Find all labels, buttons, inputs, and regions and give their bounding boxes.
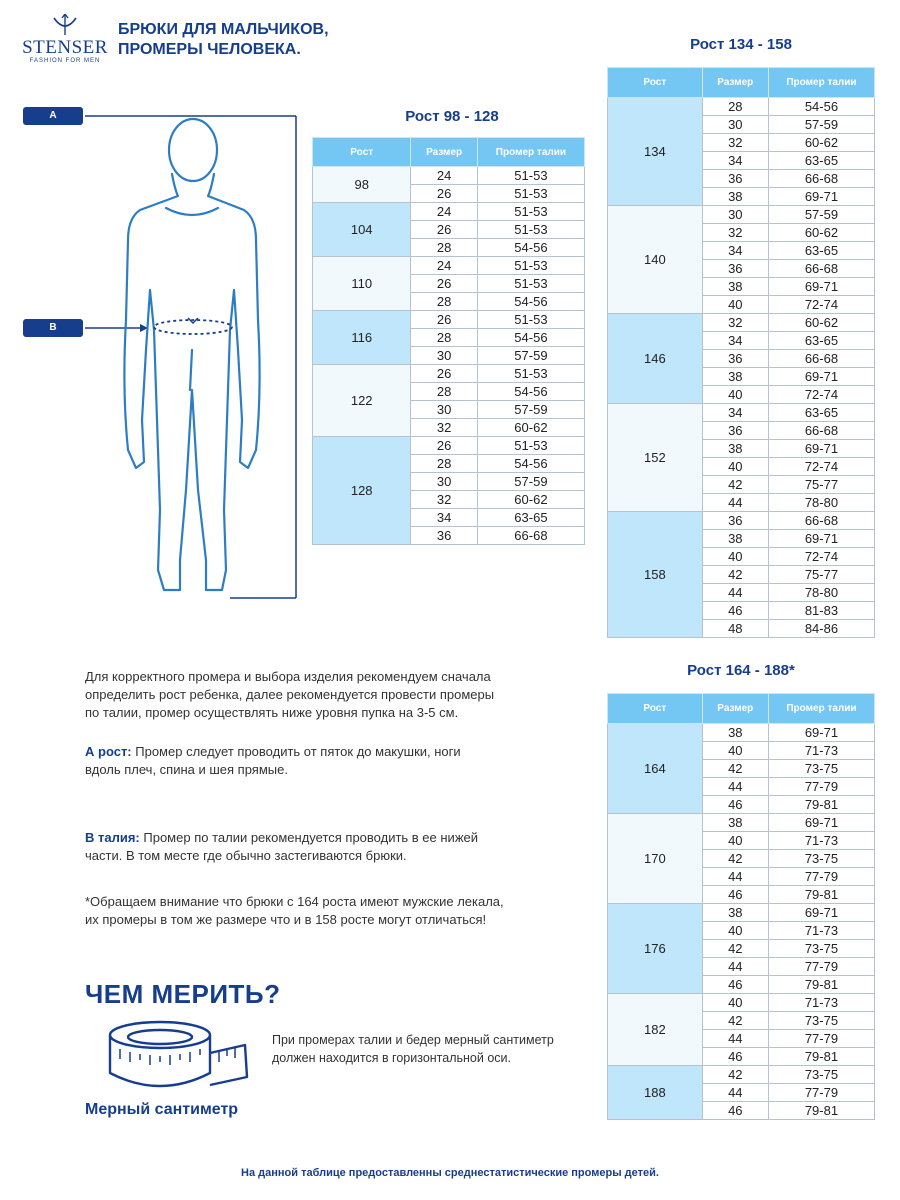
height-cell: 122 [313, 365, 411, 437]
size-cell: 38 [702, 814, 768, 832]
waist-cell: 60-62 [768, 224, 874, 242]
tape-note-line: должен находится в горизонтальной оси. [272, 1051, 511, 1065]
table-header-row [313, 138, 585, 167]
tape-caption: Мерный сантиметр [85, 1101, 239, 1118]
table-row [608, 724, 875, 742]
size-cell: 32 [702, 224, 768, 242]
waist-cell: 66-68 [768, 512, 874, 530]
height-cell: 158 [608, 512, 703, 638]
size-cell: 24 [411, 257, 477, 275]
logo-brand: STENSER [22, 37, 108, 58]
intro-line: определить рост ребенка, далее рекомендуется провести промеры [85, 687, 495, 702]
size-cell: 28 [411, 383, 477, 401]
column-header-height: Рост [608, 68, 703, 98]
size-cell: 46 [702, 602, 768, 620]
size-table-98-128 [312, 137, 585, 545]
size-cell: 34 [702, 332, 768, 350]
table-row [313, 311, 585, 329]
size-cell: 38 [702, 278, 768, 296]
size-cell: 44 [702, 868, 768, 886]
bow-arrow-icon [20, 14, 110, 38]
page-title [118, 20, 378, 60]
size-cell: 32 [702, 314, 768, 332]
waist-instruction [85, 829, 585, 865]
waist-cell: 69-71 [768, 530, 874, 548]
size-cell: 44 [702, 494, 768, 512]
height-cell: 176 [608, 904, 703, 994]
height-cell: 134 [608, 98, 703, 206]
size-cell: 42 [702, 850, 768, 868]
waist-cell: 66-68 [768, 260, 874, 278]
page-title-line1: БРЮКИ ДЛЯ МАЛЬЧИКОВ, [118, 21, 329, 38]
intro-text [85, 668, 585, 722]
table-row [608, 814, 875, 832]
waist-cell: 77-79 [768, 1084, 874, 1102]
size-cell: 32 [411, 491, 477, 509]
waist-cell: 66-68 [768, 422, 874, 440]
waist-cell: 73-75 [768, 1066, 874, 1084]
size-cell: 34 [702, 242, 768, 260]
waist-cell: 69-71 [768, 368, 874, 386]
height-cell: 116 [313, 311, 411, 365]
logo-tagline: FASHION FOR MEN [29, 58, 101, 64]
waist-cell: 63-65 [768, 404, 874, 422]
size-cell: 38 [702, 368, 768, 386]
size-cell: 28 [411, 239, 477, 257]
waist-cell: 63-65 [768, 242, 874, 260]
waist-cell: 69-71 [768, 188, 874, 206]
size-cell: 36 [702, 350, 768, 368]
waist-cell: 57-59 [477, 347, 584, 365]
waist-cell: 51-53 [477, 167, 584, 185]
waist-cell: 78-80 [768, 494, 874, 512]
waist-cell: 78-80 [768, 584, 874, 602]
intro-line: Для корректного промера и выбора изделия рекомендуем сначала [85, 669, 491, 684]
size-table-164-188 [607, 693, 875, 1120]
waist-instruction-text: Промер по талии рекомендуется проводить в ее нижей [139, 830, 479, 845]
table-header-row [608, 68, 875, 98]
pattern-note-line: их промеры в том же размере что и в 158 росте могут отличаться! [85, 912, 487, 927]
size-cell: 26 [411, 311, 477, 329]
waist-cell: 72-74 [768, 296, 874, 314]
waist-cell: 51-53 [477, 311, 584, 329]
size-cell: 26 [411, 185, 477, 203]
height-cell: 170 [608, 814, 703, 904]
size-cell: 30 [702, 116, 768, 134]
size-cell: 30 [411, 347, 477, 365]
size-cell: 32 [702, 134, 768, 152]
tape-note [272, 1031, 592, 1067]
waist-cell: 66-68 [477, 527, 584, 545]
table-header-row [608, 694, 875, 724]
size-cell: 46 [702, 976, 768, 994]
height-cell: 152 [608, 404, 703, 512]
size-cell: 28 [411, 455, 477, 473]
size-cell: 26 [411, 365, 477, 383]
size-cell: 46 [702, 886, 768, 904]
table-row [313, 365, 585, 383]
waist-cell: 51-53 [477, 365, 584, 383]
waist-cell: 79-81 [768, 796, 874, 814]
waist-cell: 72-74 [768, 458, 874, 476]
column-header-height: Рост [313, 138, 411, 167]
table-164-188-caption: Рост 164 - 188* [687, 662, 795, 679]
size-cell: 38 [702, 440, 768, 458]
waist-cell: 69-71 [768, 904, 874, 922]
waist-cell: 72-74 [768, 386, 874, 404]
waist-cell: 54-56 [477, 293, 584, 311]
waist-cell: 54-56 [768, 98, 874, 116]
size-cell: 40 [702, 994, 768, 1012]
label-b: B [23, 319, 83, 337]
size-cell: 42 [702, 476, 768, 494]
waist-cell: 63-65 [768, 152, 874, 170]
waist-cell: 77-79 [768, 958, 874, 976]
size-cell: 44 [702, 1030, 768, 1048]
table-row [608, 98, 875, 116]
waist-cell: 77-79 [768, 868, 874, 886]
height-cell: 110 [313, 257, 411, 311]
size-cell: 30 [411, 473, 477, 491]
waist-cell: 71-73 [768, 832, 874, 850]
waist-cell: 73-75 [768, 1012, 874, 1030]
size-cell: 44 [702, 778, 768, 796]
column-header-size: Размер [702, 68, 768, 98]
size-cell: 28 [411, 293, 477, 311]
waist-cell: 54-56 [477, 239, 584, 257]
table-row [608, 512, 875, 530]
size-cell: 44 [702, 584, 768, 602]
size-cell: 40 [702, 922, 768, 940]
size-cell: 38 [702, 530, 768, 548]
height-cell: 140 [608, 206, 703, 314]
table-row [608, 314, 875, 332]
height-instruction-text: вдоль плеч, спина и шея прямые. [85, 762, 288, 777]
waist-cell: 77-79 [768, 778, 874, 796]
size-cell: 30 [702, 206, 768, 224]
height-instruction-label: А рост: [85, 744, 132, 759]
waist-cell: 54-56 [477, 455, 584, 473]
brand-logo [20, 14, 110, 64]
label-a: A [23, 107, 83, 125]
size-cell: 36 [411, 527, 477, 545]
height-cell: 128 [313, 437, 411, 545]
size-cell: 38 [702, 904, 768, 922]
size-cell: 38 [702, 724, 768, 742]
waist-cell: 51-53 [477, 257, 584, 275]
waist-instruction-text: части. В том месте где обычно застегиваются брюки. [85, 848, 407, 863]
size-table-134-158 [607, 67, 875, 638]
waist-cell: 69-71 [768, 440, 874, 458]
measuring-tape-icon [105, 1015, 255, 1100]
waist-cell: 63-65 [768, 332, 874, 350]
table-row [313, 257, 585, 275]
waist-cell: 57-59 [477, 473, 584, 491]
waist-cell: 79-81 [768, 976, 874, 994]
height-cell: 182 [608, 994, 703, 1066]
waist-cell: 69-71 [768, 814, 874, 832]
size-cell: 46 [702, 1048, 768, 1066]
column-header-height: Рост [608, 694, 703, 724]
height-instruction-text: Промер следует проводить от пяток до макушки, ноги [131, 744, 461, 759]
intro-line: по талии, промер осуществлять ниже уровня пупка на 3-5 см. [85, 705, 459, 720]
table-row [313, 203, 585, 221]
waist-cell: 69-71 [768, 278, 874, 296]
size-cell: 40 [702, 386, 768, 404]
waist-cell: 57-59 [768, 116, 874, 134]
size-cell: 28 [702, 98, 768, 116]
table-row [608, 404, 875, 422]
size-cell: 40 [702, 548, 768, 566]
table-row [313, 437, 585, 455]
measure-heading: ЧЕМ МЕРИТЬ? [85, 979, 281, 1009]
body-figure [0, 90, 310, 610]
table-row [608, 1066, 875, 1084]
waist-cell: 73-75 [768, 760, 874, 778]
size-cell: 28 [411, 329, 477, 347]
waist-cell: 51-53 [477, 437, 584, 455]
size-cell: 42 [702, 940, 768, 958]
waist-cell: 71-73 [768, 742, 874, 760]
waist-instruction-label: В талия: [85, 830, 140, 845]
page-title-line2: ПРОМЕРЫ ЧЕЛОВЕКА. [118, 41, 301, 58]
size-cell: 40 [702, 296, 768, 314]
waist-cell: 73-75 [768, 850, 874, 868]
size-cell: 26 [411, 437, 477, 455]
waist-cell: 57-59 [768, 206, 874, 224]
size-cell: 42 [702, 1066, 768, 1084]
waist-cell: 57-59 [477, 401, 584, 419]
waist-cell: 66-68 [768, 350, 874, 368]
table-134-158-caption: Рост 134 - 158 [690, 36, 792, 53]
table-row [608, 206, 875, 224]
column-header-size: Размер [411, 138, 477, 167]
size-cell: 40 [702, 742, 768, 760]
height-cell: 146 [608, 314, 703, 404]
size-cell: 24 [411, 167, 477, 185]
waist-cell: 51-53 [477, 275, 584, 293]
pattern-note-line: *Обращаем внимание что брюки с 164 роста имеют мужские лекала, [85, 894, 504, 909]
waist-cell: 66-68 [768, 170, 874, 188]
size-cell: 38 [702, 188, 768, 206]
column-header-waist: Промер талии [768, 68, 874, 98]
size-cell: 46 [702, 1102, 768, 1120]
waist-cell: 79-81 [768, 886, 874, 904]
size-cell: 42 [702, 1012, 768, 1030]
size-cell: 34 [702, 152, 768, 170]
waist-cell: 84-86 [768, 620, 874, 638]
size-cell: 44 [702, 958, 768, 976]
waist-cell: 60-62 [768, 134, 874, 152]
waist-cell: 51-53 [477, 203, 584, 221]
footer-note: На данной таблице предоставленны среднестатистические промеры детей. [241, 1167, 659, 1179]
waist-cell: 51-53 [477, 221, 584, 239]
size-cell: 24 [411, 203, 477, 221]
waist-cell: 60-62 [768, 314, 874, 332]
waist-cell: 54-56 [477, 383, 584, 401]
waist-cell: 77-79 [768, 1030, 874, 1048]
size-cell: 36 [702, 170, 768, 188]
height-instruction [85, 743, 585, 779]
height-cell: 164 [608, 724, 703, 814]
height-cell: 188 [608, 1066, 703, 1120]
size-cell: 36 [702, 512, 768, 530]
size-cell: 34 [702, 404, 768, 422]
waist-cell: 60-62 [477, 419, 584, 437]
table-row [608, 904, 875, 922]
column-header-waist: Промер талии [768, 694, 874, 724]
waist-cell: 54-56 [477, 329, 584, 347]
waist-cell: 72-74 [768, 548, 874, 566]
waist-cell: 79-81 [768, 1102, 874, 1120]
waist-cell: 81-83 [768, 602, 874, 620]
waist-cell: 71-73 [768, 994, 874, 1012]
size-cell: 40 [702, 458, 768, 476]
size-cell: 44 [702, 1084, 768, 1102]
waist-cell: 73-75 [768, 940, 874, 958]
size-cell: 46 [702, 796, 768, 814]
waist-cell: 63-65 [477, 509, 584, 527]
size-cell: 32 [411, 419, 477, 437]
waist-cell: 69-71 [768, 724, 874, 742]
size-cell: 36 [702, 260, 768, 278]
size-cell: 36 [702, 422, 768, 440]
height-cell: 98 [313, 167, 411, 203]
size-cell: 26 [411, 221, 477, 239]
pattern-note [85, 893, 595, 929]
size-cell: 34 [411, 509, 477, 527]
size-cell: 48 [702, 620, 768, 638]
size-cell: 42 [702, 760, 768, 778]
waist-cell: 75-77 [768, 476, 874, 494]
waist-cell: 60-62 [477, 491, 584, 509]
size-cell: 26 [411, 275, 477, 293]
waist-cell: 71-73 [768, 922, 874, 940]
table-row [608, 994, 875, 1012]
waist-cell: 51-53 [477, 185, 584, 203]
tape-note-line: При промерах талии и бедер мерный сантиметр [272, 1033, 554, 1047]
height-cell: 104 [313, 203, 411, 257]
size-cell: 30 [411, 401, 477, 419]
size-cell: 42 [702, 566, 768, 584]
size-cell: 40 [702, 832, 768, 850]
column-header-size: Размер [702, 694, 768, 724]
waist-cell: 75-77 [768, 566, 874, 584]
column-header-waist: Промер талии [477, 138, 584, 167]
table-98-128-caption: Рост 98 - 128 [405, 108, 499, 125]
table-row [313, 167, 585, 185]
waist-cell: 79-81 [768, 1048, 874, 1066]
